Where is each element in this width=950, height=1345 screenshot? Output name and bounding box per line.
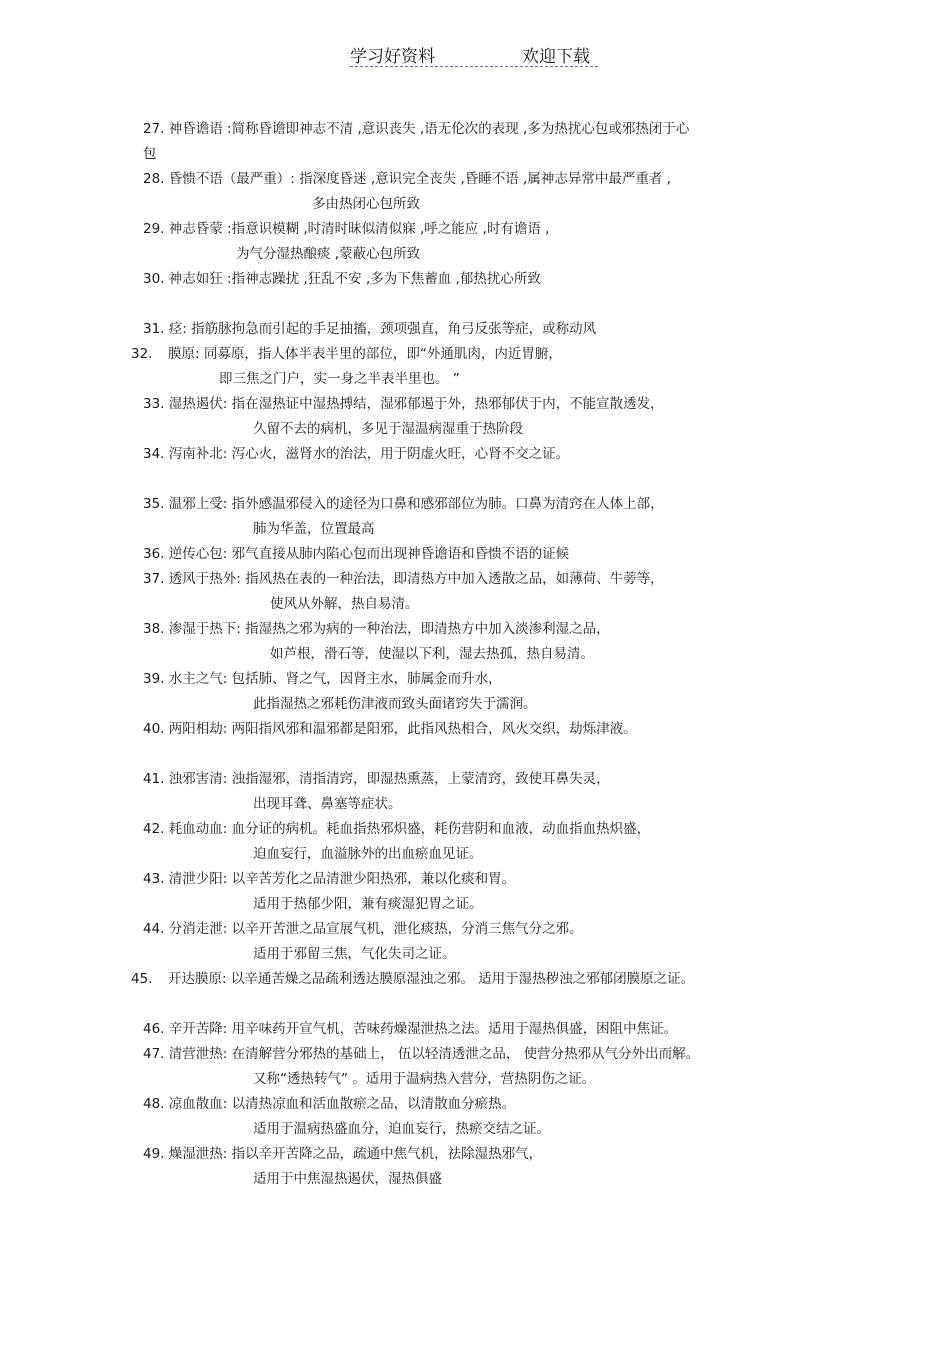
entry-line: 28. 昏愦不语（最严重）: 指深度昏迷 ,意识完全丧失 ,昏睡不语 ,属神志异常中最严重者 , [143,171,671,187]
entry-line: 31. 痉: 指筋脉拘急而引起的手足抽搐，颈项强直，角弓反张等症，或称动风 [143,321,597,337]
entry-line: 40. 两阳相劫: 两阳指风邪和温邪都是阳邪，此指风热相合，风火交织，劫烁津液。 [143,721,637,737]
entry-line: 33. 湿热遏伏: 指在湿热证中湿热搏结，湿邪郁遏于外，热邪郁伏于内，不能宣散透发， [143,396,664,412]
entry-line: 27. 神昏谵语 :简称昏谵即神志不清 ,意识丧失 ,语无伦次的表现 ,多为热扰心包或邪热闭于心 [143,121,690,137]
entry-line: 久留不去的病机，多见于湿温病湿重于热阶段 [253,421,523,437]
entry-line: 如芦根，滑石等，使湿以下利，湿去热孤，热自易清。 [270,646,594,662]
entry-line: 36. 逆传心包: 邪气直接从肺内陷心包而出现神昏谵语和昏愦不语的证候 [143,546,570,562]
entry-line: 适用于热郁少阳，兼有痰湿犯胃之证。 [253,896,483,912]
entry-line: 30. 神志如狂 :指神志躁扰 ,狂乱不安 ,多为下焦蓄血 ,郁热扰心所致 [143,271,541,287]
entry-line [131,970,694,988]
entry-line: 37. 透风于热外: 指风热在表的一种治法，即清热方中加入透散之品，如薄荷、牛蒡等， [143,571,664,587]
entry-line: 适用于中焦湿热遏伏，湿热俱盛 [253,1171,442,1187]
header-right-text: 欢迎下载 [522,47,590,67]
entry-line: 使风从外解，热自易清。 [270,596,419,612]
entry-line: 适用于温病热盛血分，迫血妄行，热瘀交结之证。 [253,1121,550,1137]
entry-text: 膜原: 同募原，指人体半表半里的部位，即“外通肌肉，内近胃腑， [168,346,562,362]
entry-line: 48. 凉血散血: 以清热凉血和活血散瘀之品，以清散血分瘀热。 [143,1096,516,1112]
entry-line: 41. 浊邪害清: 浊指湿邪，清指清窍，即湿热熏蒸，上蒙清窍，致使耳鼻失灵， [143,771,610,787]
entry-line: 39. 水主之气: 包括肺、肾之气，因肾主水，肺属金而升水， [143,671,502,687]
header-left-text: 学习好资料 [350,47,435,67]
entry-line: 肺为华盖，位置最高 [253,521,375,537]
entry-line: 34. 泻南补北: 泻心火，滋肾水的治法，用于阴虚火旺，心肾不交之证。 [143,446,570,462]
entry-line: 包 [143,146,157,162]
entry-number: 32. [131,346,153,362]
entry-line: 又称“透热转气” 。适用于温病热入营分，营热阴伤之证。 [253,1071,596,1087]
entry-line: 为气分湿热酿痰 ,蒙蔽心包所致 [236,246,421,262]
entry-line: 多由热闭心包所致 [312,196,420,212]
entry-line: 38. 渗湿于热下: 指湿热之邪为病的一种治法，即清热方中加入淡渗利湿之品， [143,621,610,637]
entry-line: 49. 燥湿泄热: 指以辛开苦降之品，疏通中焦气机，祛除湿热邪气， [143,1146,543,1162]
entry-line: 43. 清泄少阳: 以辛苦芳化之品清泄少阳热邪，兼以化痰和胃。 [143,871,516,887]
entry-text: 开达膜原: 以辛通苦燥之品疏利透达膜原湿浊之邪。 适用于湿热秽浊之邪郁闭膜原之证。 [168,971,695,987]
entry-line: 出现耳聋、鼻塞等症状。 [253,796,402,812]
entry-line: 29. 神志昏蒙 :指意识模糊 ,时清时昧似清似寐 ,呼之能应 ,时有谵语 , [143,221,550,237]
entry-line: 即三焦之门户，实一身之半表半里也。 ” [219,371,460,387]
entry-line: 46. 辛开苦降: 用辛味药开宣气机，苦味药燥湿泄热之法。适用于湿热俱盛，困阻中焦证。 [143,1021,678,1037]
entry-line: 35. 温邪上受: 指外感温邪侵入的途径为口鼻和感邪部位为肺。口鼻为清窍在人体上部， [143,496,664,512]
entry-line [131,345,562,363]
entry-line: 47. 清营泄热: 在清解营分邪热的基础上， 伍以轻清透泄之品， 使营分热邪从气分外出而解。 [143,1046,700,1062]
entry-line: 迫血妄行，血溢脉外的出血瘀血见证。 [253,846,483,862]
entry-line: 适用于邪留三焦，气化失司之证。 [253,946,456,962]
entry-line: 42. 耗血动血: 血分证的病机。耗血指热邪炽盛，耗伤营阴和血液，动血指血热炽盛， [143,821,651,837]
entry-line: 此指湿热之邪耗伤津液而致头面诸窍失于濡润。 [253,696,537,712]
page-header [350,40,598,67]
entry-line: 44. 分消走泄: 以辛开苦泄之品宣展气机，泄化痰热，分消三焦气分之邪。 [143,921,583,937]
entry-number: 45. [131,971,153,987]
